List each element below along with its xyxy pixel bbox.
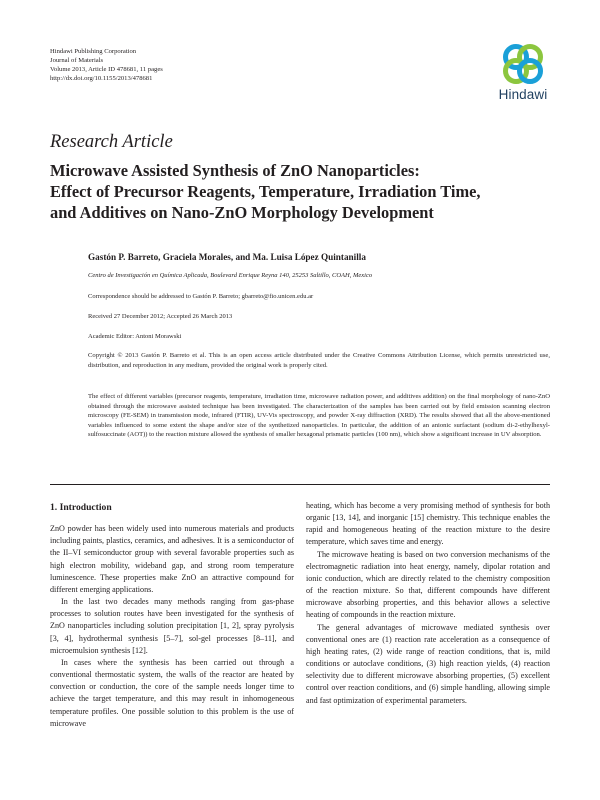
right-column <box>306 500 550 707</box>
hindawi-logo <box>494 43 552 107</box>
paragraph: In the last two decades many methods ranging from gas-phase processes to solution routes have been investigated for the synthesis of ZnO nanoparticles including solution precipitation [1, 2], spray pyrolysis [3, 4], hydrothermal synthesis [5–7], sol-gel processes [8–11], and microemulsion synthesis [12]. <box>50 597 294 655</box>
paragraph: In cases where the synthesis has been carried out through a conventional thermostatic system, the walls of the reactor are heated by convection or conduction, the core of the sample needs longer time to achieve the target temperature, and this may result in inhomogeneous temperature profiles. One possible solution to this problem is the use of microwave <box>50 657 294 728</box>
section-heading: 1. Introduction <box>50 502 112 513</box>
paper-title <box>50 160 560 223</box>
paragraph: heating, which has become a very promising method of synthesis for both organic [13, 14], and inorganic [15] chemistry. This technique enables the rapid and homogeneous heating of the reaction mixture to the desire temperature, which saves time and energy. <box>306 501 550 547</box>
abstract: The effect of different variables (precursor reagents, temperature, irradiation time, microwave radiation power, and additives addition) on the final morphology of nano-ZnO obtained through the microwave assisted technique has been investigated. The characterization of the samples has been carried out by field emission scanning electron microscopy (FE-SEM) in transmission mode, infrared (FTIR), UV-Vis spectroscopy, and powder X-ray diffraction (XRD). The results showed that all the above-mentioned variables influenced to some extent the shape and/or size of the synthetized nanoparticles. In particular, the addition of an anionic surfactant (sodium di-2-ethylhexyl-sulfosuccinate (AOT)) to the reaction mixture allowed the synthesis of smaller hexagonal prismatic particles (100 nm), which show a significant increase in UV absorption. <box>88 393 550 439</box>
received-dates: Received 27 December 2012; Accepted 26 March 2013 <box>88 313 233 320</box>
publisher-name: Hindawi Publishing Corporation <box>50 48 137 55</box>
title-line: Effect of Precursor Reagents, Temperature, Irradiation Time, <box>50 182 481 201</box>
affiliation: Centro de Investigación en Química Aplicada, Boulevard Enrique Reyna 140, 25253 Saltillo, COAH, Mexico <box>88 272 373 279</box>
section-divider <box>50 484 550 485</box>
correspondence: Correspondence should be addressed to Gastón P. Barreto; gbarreto@fio.unicen.edu.ar <box>88 293 314 300</box>
article-type: Research Article <box>50 132 173 152</box>
journal-header <box>50 47 350 83</box>
author-list: Gastón P. Barreto, Graciela Morales, and Ma. Luisa López Quintanilla <box>88 252 366 262</box>
logo-wordmark: Hindawi <box>498 87 548 102</box>
paragraph: The microwave heating is based on two conversion mechanisms of the electromagnetic radiation into heat energy, namely, dipolar rotation and ionic conduction, which are directly related to the chemistry composition of the reaction mixture. So that, different compounds have different microwave absorbing properties, and this behavior allows a selective heating of compounds in the reaction mixture. <box>306 549 550 620</box>
left-column <box>50 502 294 730</box>
title-line: Microwave Assisted Synthesis of ZnO Nanoparticles: <box>50 161 420 180</box>
paragraph: ZnO powder has been widely used into numerous materials and products including paints, plastics, ceramics, and adhesives. It is a semiconductor of the II–VI semiconductor group with several favorable properties such as high electron mobility, wideband gap, and strong room temperature luminescence. These properties make ZnO an attractive compound for different emerging applications. <box>50 524 294 594</box>
copyright-notice: Copyright © 2013 Gastón P. Barreto et al. This is an open access article distributed under the Creative Commons Attribution License, which permits unrestricted use, distribution, and reproduction in any medium, provided the original work is properly cited. <box>88 352 550 369</box>
academic-editor: Academic Editor: Antoni Morawski <box>88 333 182 340</box>
paragraph: The general advantages of microwave mediated synthesis over conventional ones are (1) reaction rate acceleration as a consequence of high heating rates, (2) wide range of reaction conditions, that is, mild conditions or autoclave conditions, (3) high reaction yields, (4) reaction selectivity due to different microwave absorbing properties, (5) excellent control over reaction conditions, and (6) simple handling, allowing simple and fast optimization of experimental parameters. <box>306 622 550 705</box>
doi-link[interactable]: http://dx.doi.org/10.1155/2013/478681 <box>50 75 153 82</box>
journal-name: Journal of Materials <box>50 57 104 64</box>
volume-info: Volume 2013, Article ID 478681, 11 pages <box>50 66 163 73</box>
title-line: and Additives on Nano-ZnO Morphology Development <box>50 203 434 222</box>
hindawi-logo-icon <box>502 43 544 87</box>
